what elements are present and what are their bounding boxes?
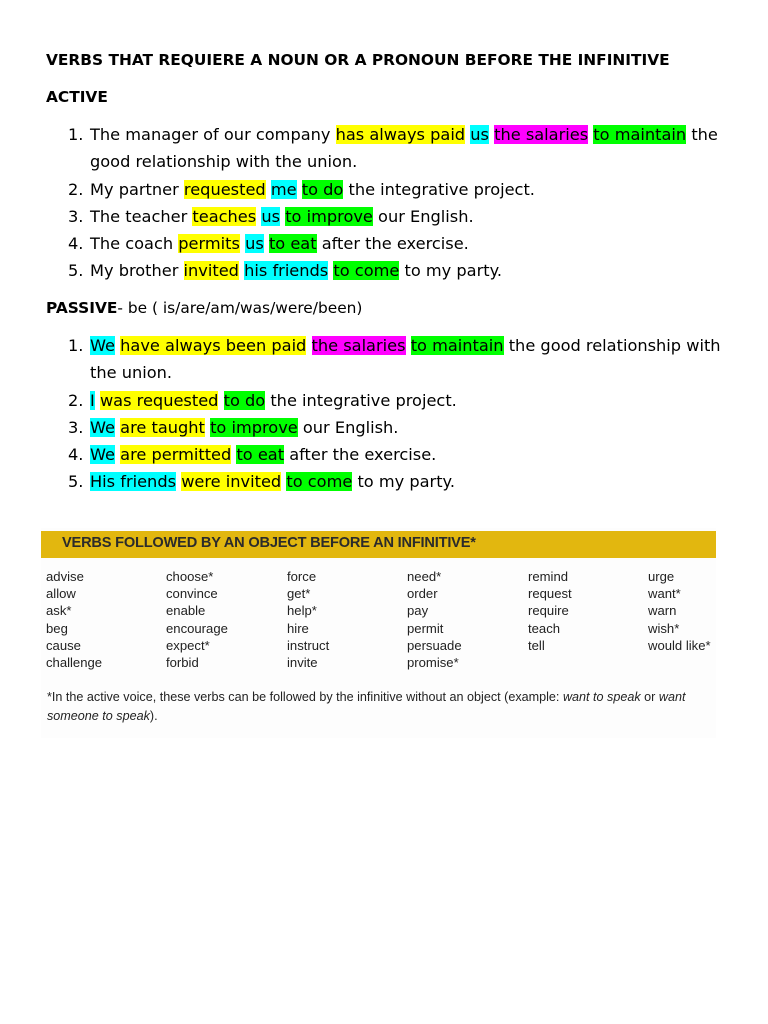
text-segment (406, 336, 411, 355)
passive-sentence (46, 387, 736, 414)
verb-item: warn (648, 603, 677, 619)
footnote-example-1: want to speak (562, 690, 641, 704)
text-segment (297, 180, 302, 199)
highlighted-segment: to maintain (410, 336, 504, 355)
verb-item: wish* (648, 620, 680, 636)
highlighted-segment: teaches (192, 206, 257, 226)
verb-item: tell (528, 637, 545, 653)
highlighted-segment: I (90, 390, 95, 410)
verb-item: require (528, 603, 569, 619)
highlighted-segment: has always paid (335, 125, 466, 144)
active-sentence (46, 121, 736, 176)
verb-item: forbid (166, 654, 199, 670)
active-sentence (46, 257, 736, 284)
verb-item: need* (407, 569, 442, 584)
text-segment: the good relationship with the union. (90, 125, 718, 172)
list-number: 2. (68, 390, 84, 410)
highlighted-segment: to eat (236, 445, 285, 465)
verb-item: urge (648, 569, 675, 584)
highlighted-segment: was requested (99, 390, 219, 410)
verb-item: challenge (46, 654, 103, 670)
highlighted-segment: us (261, 206, 281, 226)
highlighted-segment: requested (183, 179, 266, 199)
active-sentence (46, 203, 736, 230)
text-segment: The teacher (90, 206, 193, 226)
highlighted-segment: invited (183, 261, 239, 281)
list-number: 5. (68, 472, 84, 492)
passive-sentence (46, 441, 736, 468)
verb-item: expect* (166, 637, 210, 653)
highlighted-segment: We (90, 336, 116, 355)
highlighted-segment: to come (333, 261, 400, 281)
passive-heading (46, 299, 362, 317)
footnote-text-mid: or (640, 690, 659, 704)
text-segment: the good relationship with the union. (90, 336, 721, 383)
list-number: 3. (68, 206, 84, 226)
verb-item: invite (287, 654, 318, 670)
highlighted-segment: are taught (120, 417, 205, 437)
list-number: 1. (68, 336, 84, 355)
text-segment: My partner (90, 179, 184, 199)
highlighted-segment: to improve (210, 417, 298, 437)
text-segment: our English. (297, 417, 399, 437)
footnote-text-after: ). (149, 709, 158, 723)
verb-item: enable (166, 603, 206, 619)
highlighted-segment: to maintain (593, 125, 687, 144)
verb-item: cause (46, 637, 81, 653)
verb-item: teach (528, 620, 561, 636)
highlighted-segment: his friends (244, 261, 329, 281)
text-segment: our English. (372, 206, 474, 226)
footnote-text-before: *In the active voice, these verbs can be followed by the infinitive without an object (example: (47, 690, 563, 704)
verb-column (407, 568, 462, 671)
highlighted-segment: us (245, 234, 264, 254)
passive-heading-label: PASSIVE (46, 299, 118, 317)
highlighted-segment: to do (301, 179, 344, 199)
verb-item: help* (287, 603, 317, 619)
text-segment: after the exercise. (284, 445, 437, 465)
text-segment: to my party. (352, 472, 455, 492)
verb-item: permit (407, 620, 444, 636)
highlighted-segment: to eat (268, 234, 317, 254)
verb-item: pay (407, 603, 429, 619)
text-segment: The coach (90, 234, 179, 254)
verb-item: convince (166, 586, 218, 602)
highlighted-segment: us (470, 125, 489, 144)
list-number: 3. (68, 417, 84, 437)
verb-box-footnote (47, 688, 707, 726)
passive-sentence (46, 414, 736, 441)
text-segment: The manager of our company (90, 125, 336, 144)
verb-item: encourage (166, 620, 228, 636)
highlighted-segment: We (90, 445, 116, 465)
highlighted-segment: permits (178, 234, 240, 254)
highlighted-segment: to improve (285, 206, 373, 226)
highlighted-segment: have always been paid (120, 336, 307, 355)
verb-item: get* (287, 586, 311, 602)
highlighted-segment: the salaries (494, 125, 589, 144)
active-examples-list (46, 121, 736, 285)
footnote-example-2: want someone to speak (47, 690, 686, 723)
active-sentence (46, 230, 736, 257)
verb-item: order (407, 586, 438, 602)
list-number: 2. (68, 179, 84, 199)
highlighted-segment: to come (286, 472, 353, 492)
verb-column (528, 568, 572, 654)
verb-reference-image (41, 528, 716, 738)
passive-sentence (46, 332, 736, 387)
verb-item: ask* (46, 603, 72, 619)
highlighted-segment: are permitted (120, 445, 232, 465)
list-number: 4. (68, 234, 84, 254)
page-title: VERBS THAT REQUIERE A NOUN OR A PRONOUN BEFORE THE INFINITIVE (46, 51, 670, 69)
highlighted-segment: were invited (181, 472, 282, 492)
verb-item: remind (528, 569, 569, 584)
verb-box-title: VERBS FOLLOWED BY AN OBJECT BEFORE AN INFINITIVE* (62, 535, 476, 551)
text-segment: the integrative project. (343, 179, 535, 199)
verb-column (287, 568, 329, 671)
passive-heading-rest: - be ( is/are/am/was/were/been) (117, 299, 363, 317)
text-segment: My brother (90, 261, 184, 281)
list-number: 1. (68, 125, 84, 144)
highlighted-segment: me (270, 179, 297, 199)
verb-item: force (287, 569, 317, 584)
text-segment: the integrative project. (265, 390, 457, 410)
text-segment (218, 391, 223, 410)
passive-sentence (46, 468, 736, 495)
verb-item: want* (648, 586, 681, 602)
verb-item: would like* (648, 637, 711, 653)
verb-item: choose* (166, 569, 214, 584)
list-number: 4. (68, 445, 84, 465)
verb-item: persuade (407, 637, 462, 653)
text-segment (306, 336, 311, 355)
verb-item: promise* (407, 654, 459, 670)
verb-column (166, 568, 228, 671)
text-segment: after the exercise. (316, 234, 469, 254)
text-segment: to my party. (399, 261, 502, 281)
verb-item: allow (46, 586, 76, 602)
highlighted-segment: the salaries (311, 336, 406, 355)
verb-item: instruct (287, 637, 330, 653)
active-sentence (46, 176, 736, 203)
verb-item: advise (46, 569, 84, 584)
verb-item: request (528, 586, 572, 602)
active-heading: ACTIVE (46, 88, 108, 106)
verb-column (46, 568, 102, 671)
passive-examples-list (46, 332, 736, 496)
highlighted-segment: His friends (90, 472, 177, 492)
highlighted-segment: We (90, 417, 116, 437)
verb-item: beg (46, 620, 68, 636)
verb-item: hire (287, 620, 309, 636)
list-number: 5. (68, 261, 84, 281)
highlighted-segment: to do (223, 390, 266, 410)
verb-column (648, 568, 711, 654)
